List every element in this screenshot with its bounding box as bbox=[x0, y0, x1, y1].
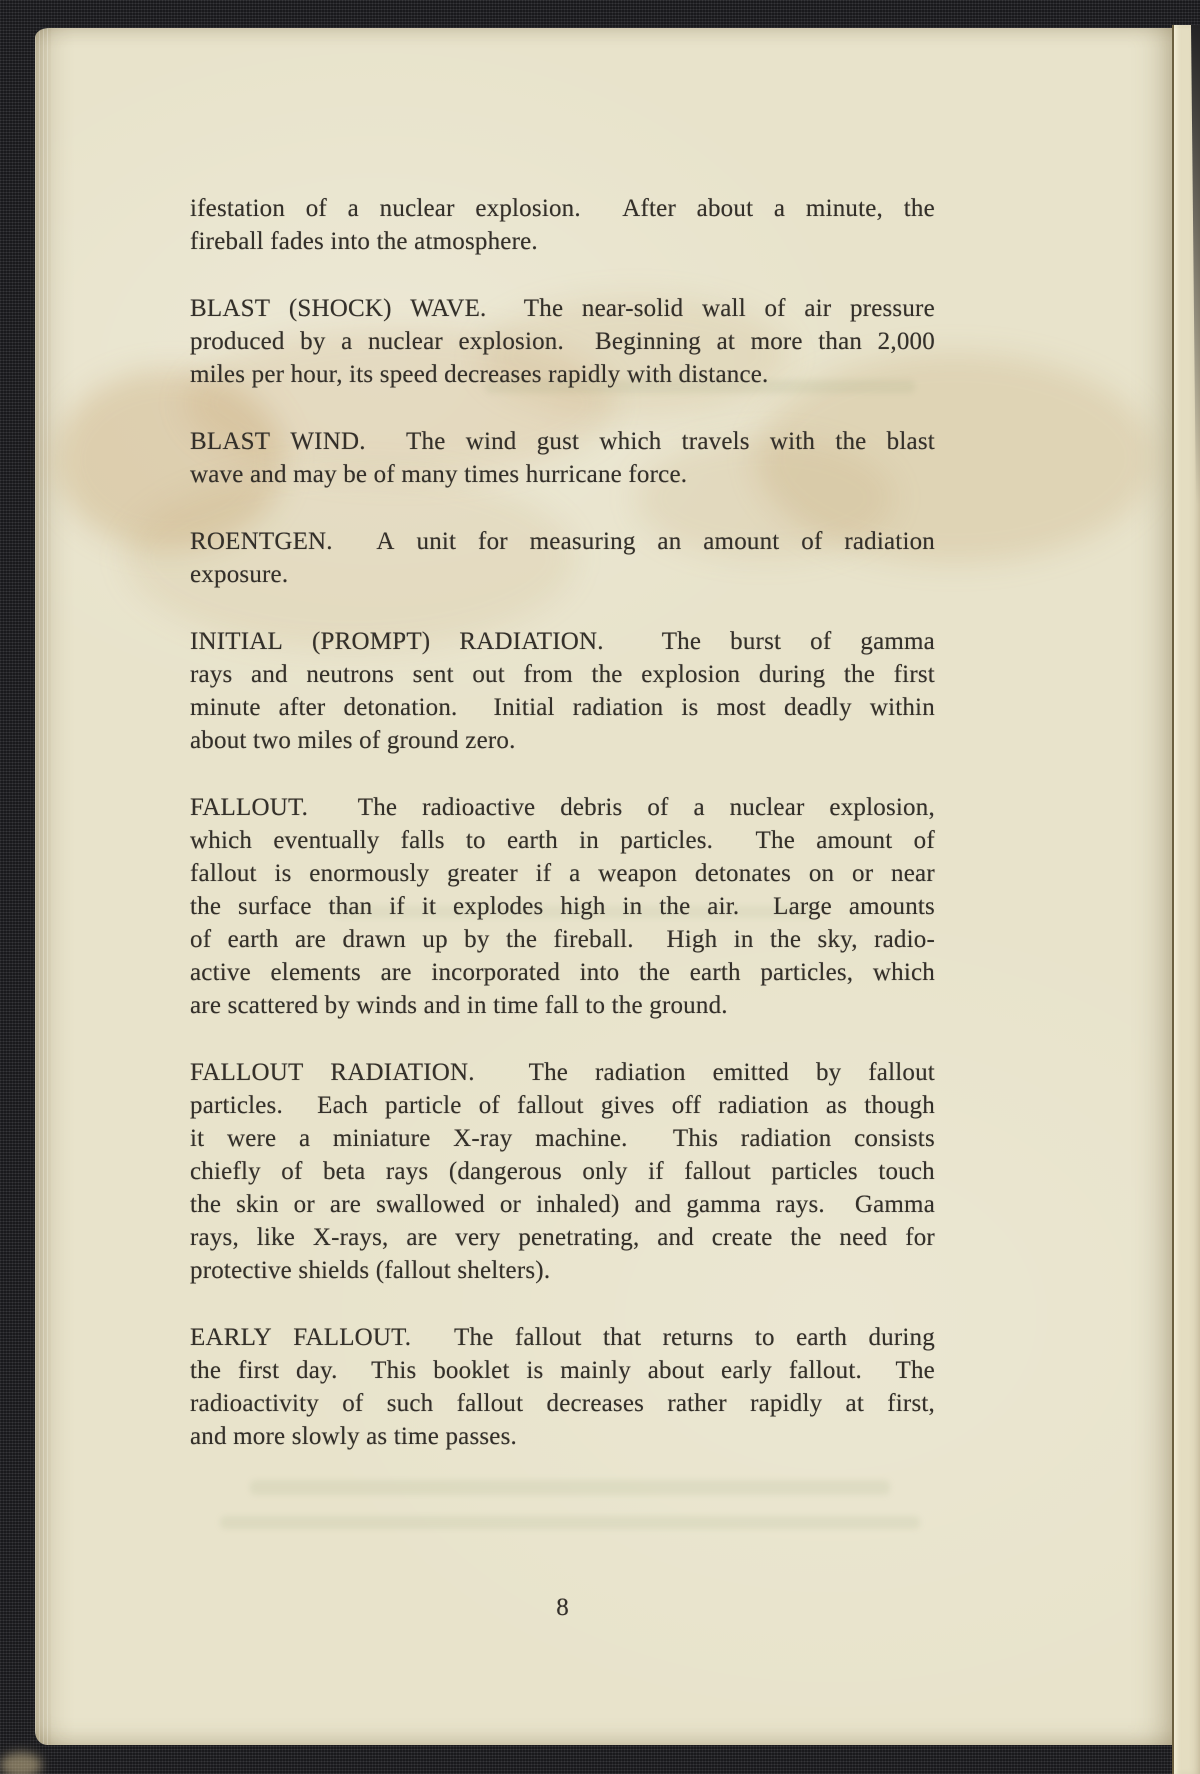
word: rays, bbox=[190, 1224, 239, 1251]
text-line bbox=[190, 1155, 935, 1188]
word: greater bbox=[447, 860, 518, 887]
text-line: fireball fades into the atmosphere. bbox=[190, 228, 538, 255]
text-line bbox=[190, 325, 935, 358]
book-page bbox=[35, 28, 1172, 1745]
word: only bbox=[582, 1158, 628, 1185]
word: Gamma bbox=[854, 1191, 935, 1218]
page-number: 8 bbox=[556, 1594, 569, 1621]
word: of bbox=[764, 295, 786, 322]
word: Beginning bbox=[595, 328, 702, 355]
definition-blast-wind bbox=[190, 425, 935, 491]
text-line bbox=[190, 525, 935, 558]
word: is bbox=[526, 1357, 544, 1384]
word: of bbox=[342, 1390, 364, 1417]
text-line bbox=[190, 1354, 935, 1387]
word: the bbox=[790, 1224, 822, 1251]
word: The bbox=[528, 1059, 569, 1086]
print-show-through bbox=[220, 1516, 920, 1529]
word: of bbox=[647, 794, 669, 821]
word: rapidly bbox=[750, 1390, 823, 1417]
word: create bbox=[711, 1224, 773, 1251]
text-line: are scattered by winds and in time fall to the ground. bbox=[190, 992, 728, 1019]
word: particles. bbox=[190, 1092, 283, 1119]
word: earth bbox=[796, 1324, 848, 1351]
word: were bbox=[226, 1125, 277, 1152]
text-line bbox=[190, 192, 935, 225]
word: the bbox=[835, 428, 867, 455]
paper-fleck bbox=[0, 1752, 42, 1774]
word: particles. bbox=[620, 827, 714, 854]
word: off bbox=[671, 1092, 702, 1119]
word: The bbox=[895, 1357, 935, 1384]
word: inhaled) bbox=[536, 1191, 620, 1218]
word: debris bbox=[560, 794, 623, 821]
text-line bbox=[190, 1089, 935, 1122]
text-line: wave and may be of many times hurricane force. bbox=[190, 461, 688, 488]
word: unit bbox=[416, 528, 457, 555]
word: blast bbox=[886, 428, 935, 455]
word: about bbox=[647, 1357, 705, 1384]
word: or bbox=[499, 1191, 522, 1218]
word: radiation bbox=[595, 1059, 686, 1086]
word: explosion, bbox=[829, 794, 935, 821]
word: for bbox=[905, 1224, 935, 1251]
word: FALLOUT bbox=[190, 1059, 304, 1086]
text-line bbox=[190, 691, 935, 724]
word: gamma bbox=[686, 1191, 761, 1218]
word: RADIATION. bbox=[459, 628, 604, 655]
word: drawn bbox=[342, 926, 406, 953]
word: enormously bbox=[309, 860, 430, 887]
word: minute bbox=[190, 694, 261, 721]
word: INITIAL bbox=[190, 628, 284, 655]
word: the bbox=[190, 1191, 222, 1218]
word: the bbox=[638, 959, 671, 986]
word: it bbox=[421, 893, 437, 920]
word: WIND. bbox=[290, 428, 366, 455]
word: This bbox=[672, 1125, 719, 1152]
word: BLAST bbox=[190, 428, 271, 455]
word: the bbox=[903, 195, 935, 222]
word: ROENTGEN. bbox=[190, 528, 333, 555]
word: earth bbox=[227, 926, 279, 953]
word: the bbox=[190, 893, 222, 920]
word: the bbox=[591, 661, 623, 688]
word: machine. bbox=[535, 1125, 628, 1152]
word: is bbox=[681, 694, 699, 721]
text-line bbox=[190, 658, 935, 691]
print-show-through bbox=[250, 1480, 890, 1495]
word: radiation bbox=[572, 694, 664, 721]
word: The bbox=[454, 1324, 494, 1351]
word: particle bbox=[385, 1092, 462, 1119]
word: after bbox=[278, 694, 326, 721]
word: X-ray bbox=[453, 1125, 513, 1152]
word: a bbox=[693, 794, 705, 821]
word: of bbox=[305, 195, 327, 222]
word: FALLOUT. bbox=[293, 1324, 412, 1351]
word: fallout bbox=[514, 1324, 582, 1351]
word: The bbox=[357, 794, 398, 821]
text-line bbox=[190, 890, 935, 923]
word: fireball. bbox=[553, 926, 634, 953]
text-line: miles per hour, its speed decreases rapidly with distance. bbox=[190, 361, 769, 388]
word: of bbox=[913, 827, 935, 854]
word: (PROMPT) bbox=[312, 628, 431, 655]
word: to bbox=[754, 1324, 775, 1351]
word: to bbox=[465, 827, 486, 854]
word: a bbox=[298, 1125, 311, 1152]
word: wind bbox=[465, 428, 517, 455]
word: within bbox=[869, 694, 935, 721]
word: an bbox=[657, 528, 682, 555]
word: on bbox=[808, 860, 835, 887]
word: explodes bbox=[453, 893, 544, 920]
word: measuring bbox=[529, 528, 636, 555]
page-text-block bbox=[190, 192, 935, 1453]
word: day. bbox=[296, 1357, 338, 1384]
text-line bbox=[190, 1188, 935, 1221]
word: minute, bbox=[805, 195, 884, 222]
word: incorporated bbox=[431, 959, 561, 986]
word: first, bbox=[887, 1390, 935, 1417]
word: nuclear bbox=[729, 794, 805, 821]
word: After bbox=[622, 195, 676, 222]
word: Each bbox=[317, 1092, 368, 1119]
word: it bbox=[190, 1125, 205, 1152]
word: sky, bbox=[817, 926, 858, 953]
word: RADIATION. bbox=[330, 1059, 475, 1086]
word: and bbox=[251, 661, 288, 688]
word: nuclear bbox=[367, 328, 443, 355]
word: if bbox=[648, 1158, 664, 1185]
word: as bbox=[825, 1092, 848, 1119]
word: of bbox=[810, 628, 832, 655]
word: detonation. bbox=[343, 694, 458, 721]
word: fallout bbox=[684, 1158, 751, 1185]
word: first bbox=[237, 1357, 280, 1384]
word: which bbox=[190, 827, 253, 854]
word: with bbox=[769, 428, 816, 455]
word: burst bbox=[730, 628, 782, 655]
word: the bbox=[190, 1357, 222, 1384]
word: about bbox=[696, 195, 754, 222]
word: amount bbox=[703, 528, 780, 555]
word: rays bbox=[190, 661, 233, 688]
word: earth bbox=[689, 959, 741, 986]
word: neutrons bbox=[306, 661, 395, 688]
word: are bbox=[294, 926, 327, 953]
definition-fallout-radiation bbox=[190, 1056, 935, 1287]
word: rays. bbox=[775, 1191, 825, 1218]
word: if bbox=[389, 893, 405, 920]
word: of bbox=[281, 1158, 303, 1185]
word: particles bbox=[771, 1158, 858, 1185]
text-line bbox=[190, 923, 935, 956]
text-line bbox=[190, 1056, 935, 1089]
word: sent bbox=[412, 661, 454, 688]
word: A bbox=[376, 528, 395, 555]
word: emitted bbox=[712, 1059, 789, 1086]
word: penetrating, bbox=[518, 1224, 640, 1251]
word: rather bbox=[667, 1390, 727, 1417]
text-line bbox=[190, 625, 935, 658]
word: booklet bbox=[433, 1357, 510, 1384]
word: pressure bbox=[849, 295, 935, 322]
stacked-page-edges bbox=[35, 28, 51, 1745]
word: miniature bbox=[332, 1125, 431, 1152]
word: particles, bbox=[760, 959, 854, 986]
definition-initial-prompt-radiation bbox=[190, 625, 935, 757]
word: air bbox=[804, 295, 832, 322]
word: (SHOCK) bbox=[288, 295, 392, 322]
word: X-rays, bbox=[312, 1224, 389, 1251]
text-line: about two miles of ground zero. bbox=[190, 727, 516, 754]
word: in bbox=[622, 893, 643, 920]
text-line bbox=[190, 1122, 935, 1155]
word: near bbox=[891, 860, 935, 887]
word: radio- bbox=[874, 926, 935, 953]
definition-fallout bbox=[190, 791, 935, 1022]
word: of bbox=[801, 528, 823, 555]
word: a bbox=[341, 328, 353, 355]
word: for bbox=[478, 528, 508, 555]
word: fallout bbox=[456, 1390, 524, 1417]
text-line bbox=[190, 857, 935, 890]
word: than bbox=[818, 328, 863, 355]
definition-roentgen bbox=[190, 525, 935, 591]
word: The bbox=[755, 827, 796, 854]
word: up bbox=[422, 926, 448, 953]
word: mainly bbox=[560, 1357, 631, 1384]
word: amounts bbox=[848, 893, 935, 920]
word: earth bbox=[506, 827, 558, 854]
word: are bbox=[329, 1191, 362, 1218]
word: a bbox=[773, 195, 786, 222]
word: eventually bbox=[273, 827, 380, 854]
word: surface bbox=[238, 893, 312, 920]
word: deadly bbox=[783, 694, 852, 721]
word: wall bbox=[702, 295, 746, 322]
word: such bbox=[386, 1390, 434, 1417]
text-line bbox=[190, 292, 935, 325]
word: fallout bbox=[190, 860, 257, 887]
word: skin bbox=[236, 1191, 279, 1218]
word: or bbox=[852, 860, 874, 887]
word: during bbox=[758, 661, 826, 688]
word: by bbox=[815, 1059, 842, 1086]
word: gives bbox=[600, 1092, 655, 1119]
word: which bbox=[599, 428, 662, 455]
word: produced bbox=[190, 328, 285, 355]
text-line bbox=[190, 791, 935, 824]
text-line bbox=[190, 956, 935, 989]
word: amount bbox=[816, 827, 893, 854]
definition-blast-shock-wave bbox=[190, 292, 935, 391]
word: The bbox=[523, 295, 564, 322]
text-line bbox=[190, 1387, 935, 1420]
text-line bbox=[190, 1221, 935, 1254]
word: most bbox=[716, 694, 766, 721]
word: chiefly bbox=[190, 1158, 261, 1185]
definition-early-fallout bbox=[190, 1321, 935, 1453]
word: if bbox=[535, 860, 552, 887]
text-line: and more slowly as time passes. bbox=[190, 1423, 517, 1450]
word: detonates bbox=[694, 860, 792, 887]
word: a bbox=[347, 195, 359, 222]
word: at bbox=[845, 1390, 864, 1417]
word: though bbox=[864, 1092, 935, 1119]
word: 2,000 bbox=[877, 328, 935, 355]
word: the bbox=[659, 893, 691, 920]
word: ifestation bbox=[190, 195, 286, 222]
word: fallout. bbox=[788, 1357, 862, 1384]
word: explosion. bbox=[458, 328, 564, 355]
word: near-solid bbox=[581, 295, 684, 322]
word: air. bbox=[707, 893, 740, 920]
word: beta bbox=[322, 1158, 366, 1185]
word: in bbox=[579, 827, 599, 854]
text-line bbox=[190, 824, 935, 857]
word: radiation bbox=[740, 1125, 832, 1152]
word: of bbox=[190, 926, 212, 953]
word: the bbox=[843, 661, 876, 688]
word: radioactive bbox=[422, 794, 536, 821]
word: The bbox=[406, 428, 446, 455]
word: are bbox=[406, 1224, 438, 1251]
word: more bbox=[750, 328, 803, 355]
word: during bbox=[868, 1324, 935, 1351]
text-line bbox=[190, 425, 935, 458]
word: Large bbox=[773, 893, 832, 920]
word: into bbox=[579, 959, 620, 986]
word: like bbox=[256, 1224, 296, 1251]
word: This bbox=[371, 1357, 417, 1384]
word: WAVE. bbox=[410, 295, 487, 322]
word: High bbox=[666, 926, 718, 953]
word: (dangerous bbox=[448, 1158, 562, 1185]
word: need bbox=[839, 1224, 888, 1251]
text-line bbox=[190, 1321, 935, 1354]
word: and bbox=[657, 1224, 694, 1251]
word: very bbox=[455, 1224, 501, 1251]
definition-continued-from-previous-page bbox=[190, 192, 935, 258]
word: first bbox=[893, 661, 935, 688]
word: touch bbox=[878, 1158, 935, 1185]
word: fallout bbox=[868, 1059, 935, 1086]
word: fallout bbox=[517, 1092, 584, 1119]
word: Initial bbox=[493, 694, 555, 721]
word: falls bbox=[400, 827, 445, 854]
word: are bbox=[380, 959, 412, 986]
word: explosion bbox=[641, 661, 741, 688]
word: BLAST bbox=[190, 295, 271, 322]
word: active bbox=[190, 959, 251, 986]
word: the bbox=[505, 926, 538, 953]
word: and bbox=[634, 1191, 672, 1218]
word: a bbox=[569, 860, 581, 887]
word: radioactivity bbox=[190, 1390, 319, 1417]
word: by bbox=[464, 926, 490, 953]
word: the bbox=[769, 926, 802, 953]
word: or bbox=[293, 1191, 315, 1218]
word: in bbox=[733, 926, 754, 953]
word: radiation bbox=[844, 528, 935, 555]
word: which bbox=[872, 959, 935, 986]
word: weapon bbox=[598, 860, 678, 887]
word: radiation bbox=[718, 1092, 809, 1119]
word: at bbox=[716, 328, 736, 355]
word: FALLOUT. bbox=[190, 794, 309, 821]
word: of bbox=[478, 1092, 500, 1119]
word: gust bbox=[536, 428, 580, 455]
word: EARLY bbox=[190, 1324, 272, 1351]
word: explosion. bbox=[475, 195, 581, 222]
word: rays bbox=[385, 1158, 429, 1185]
word: elements bbox=[270, 959, 361, 986]
word: early bbox=[721, 1357, 773, 1384]
word: from bbox=[523, 661, 573, 688]
word: The bbox=[661, 628, 702, 655]
word: swallowed bbox=[376, 1191, 485, 1218]
text-line: exposure. bbox=[190, 561, 289, 588]
word: nuclear bbox=[379, 195, 455, 222]
word: returns bbox=[662, 1324, 734, 1351]
word: out bbox=[472, 661, 505, 688]
word: high bbox=[560, 893, 606, 920]
word: is bbox=[274, 860, 292, 887]
word: decreases bbox=[546, 1390, 645, 1417]
word: travels bbox=[681, 428, 750, 455]
word: gamma bbox=[860, 628, 935, 655]
word: that bbox=[602, 1324, 642, 1351]
word: than bbox=[328, 893, 373, 920]
word: by bbox=[300, 328, 326, 355]
text-line: protective shields (fallout shelters). bbox=[190, 1257, 551, 1284]
word: consists bbox=[854, 1125, 935, 1152]
